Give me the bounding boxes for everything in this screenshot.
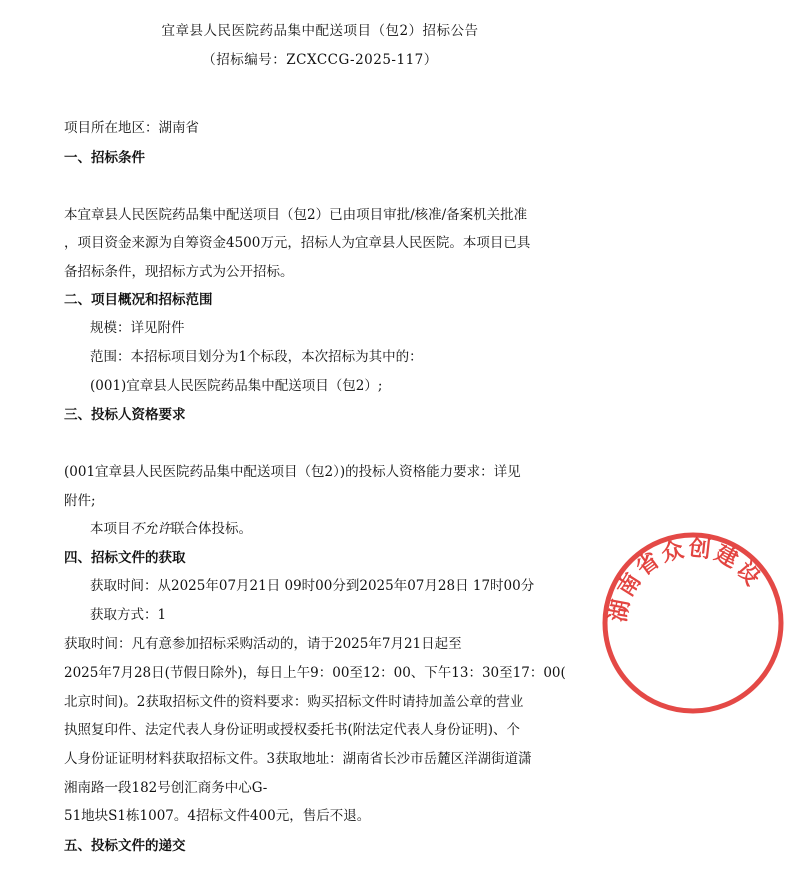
seal-text: 湖南省众创建设	[606, 536, 767, 624]
paragraph-line: 附件;	[64, 493, 96, 509]
paragraph-line: 51地块S1栋1007。4招标文件400元，售后不退。	[64, 808, 371, 824]
paragraph-line: 执照复印件、法定代表人身份证明或授权委托书(附法定代表人身份证明)、个	[64, 722, 521, 738]
section-heading-project-overview: 二、项目概况和招标范围	[64, 292, 213, 308]
joint-pre: 本项目	[90, 521, 131, 537]
section-heading-bidder-qualifications: 三、投标人资格要求	[64, 407, 186, 423]
paragraph-line: 北京时间)。2获取招标文件的资料要求：购买招标文件时请持加盖公章的营业	[64, 694, 524, 710]
paragraph-line: 获取时间：凡有意参加招标采购活动的，请于2025年7月21日起至	[64, 636, 462, 652]
paragraph-line: 人身份证证明材料获取招标文件。3获取地址：湖南省长沙市岳麓区洋湖街道潇	[64, 751, 532, 767]
project-location: 项目所在地区：湖南省	[64, 120, 199, 136]
document-title: 宜章县人民医院药品集中配送项目（包2）招标公告	[161, 23, 479, 39]
obtain-method: 获取方式：1	[90, 607, 167, 623]
joint-not-allowed: 不允许	[130, 521, 171, 537]
obtain-time: 获取时间：从2025年07月21日 09时00分到2025年07月28日 17时00分	[90, 578, 535, 594]
section-heading-bid-submission: 五、投标文件的递交	[64, 838, 186, 854]
lot-item: (001)宜章县人民医院药品集中配送项目（包2）;	[90, 378, 383, 394]
paragraph-line: 湘南路一段182号创汇商务中心G-	[64, 780, 268, 796]
tender-number: （招标编号：ZCXCCG-2025-117）	[202, 52, 438, 68]
section-heading-bidding-conditions: 一、招标条件	[64, 150, 145, 166]
joint-post: 联合体投标。	[171, 521, 252, 537]
paragraph-line: ，项目资金来源为自筹资金4500万元，招标人为宜章县人民医院。本项目已具	[64, 235, 531, 251]
paragraph-line: 本宜章县人民医院药品集中配送项目（包2）已由项目审批/核准/备案机关批准	[64, 207, 528, 223]
paragraph-line: (001宜章县人民医院药品集中配送项目（包2）)的投标人资格能力要求：详见	[64, 464, 521, 480]
official-seal-icon	[598, 528, 788, 718]
paragraph-line: 2025年7月28日(节假日除外)，每日上午9：00至12：00、下午13：30至17：00(	[64, 665, 566, 681]
joint-venture-statement	[90, 519, 252, 539]
section-heading-obtain-documents: 四、招标文件的获取	[64, 550, 186, 566]
project-scope: 范围：本招标项目划分为1个标段，本次招标为其中的：	[90, 349, 423, 365]
project-scale: 规模：详见附件	[90, 320, 185, 336]
paragraph-line: 备招标条件，现招标方式为公开招标。	[64, 264, 294, 280]
